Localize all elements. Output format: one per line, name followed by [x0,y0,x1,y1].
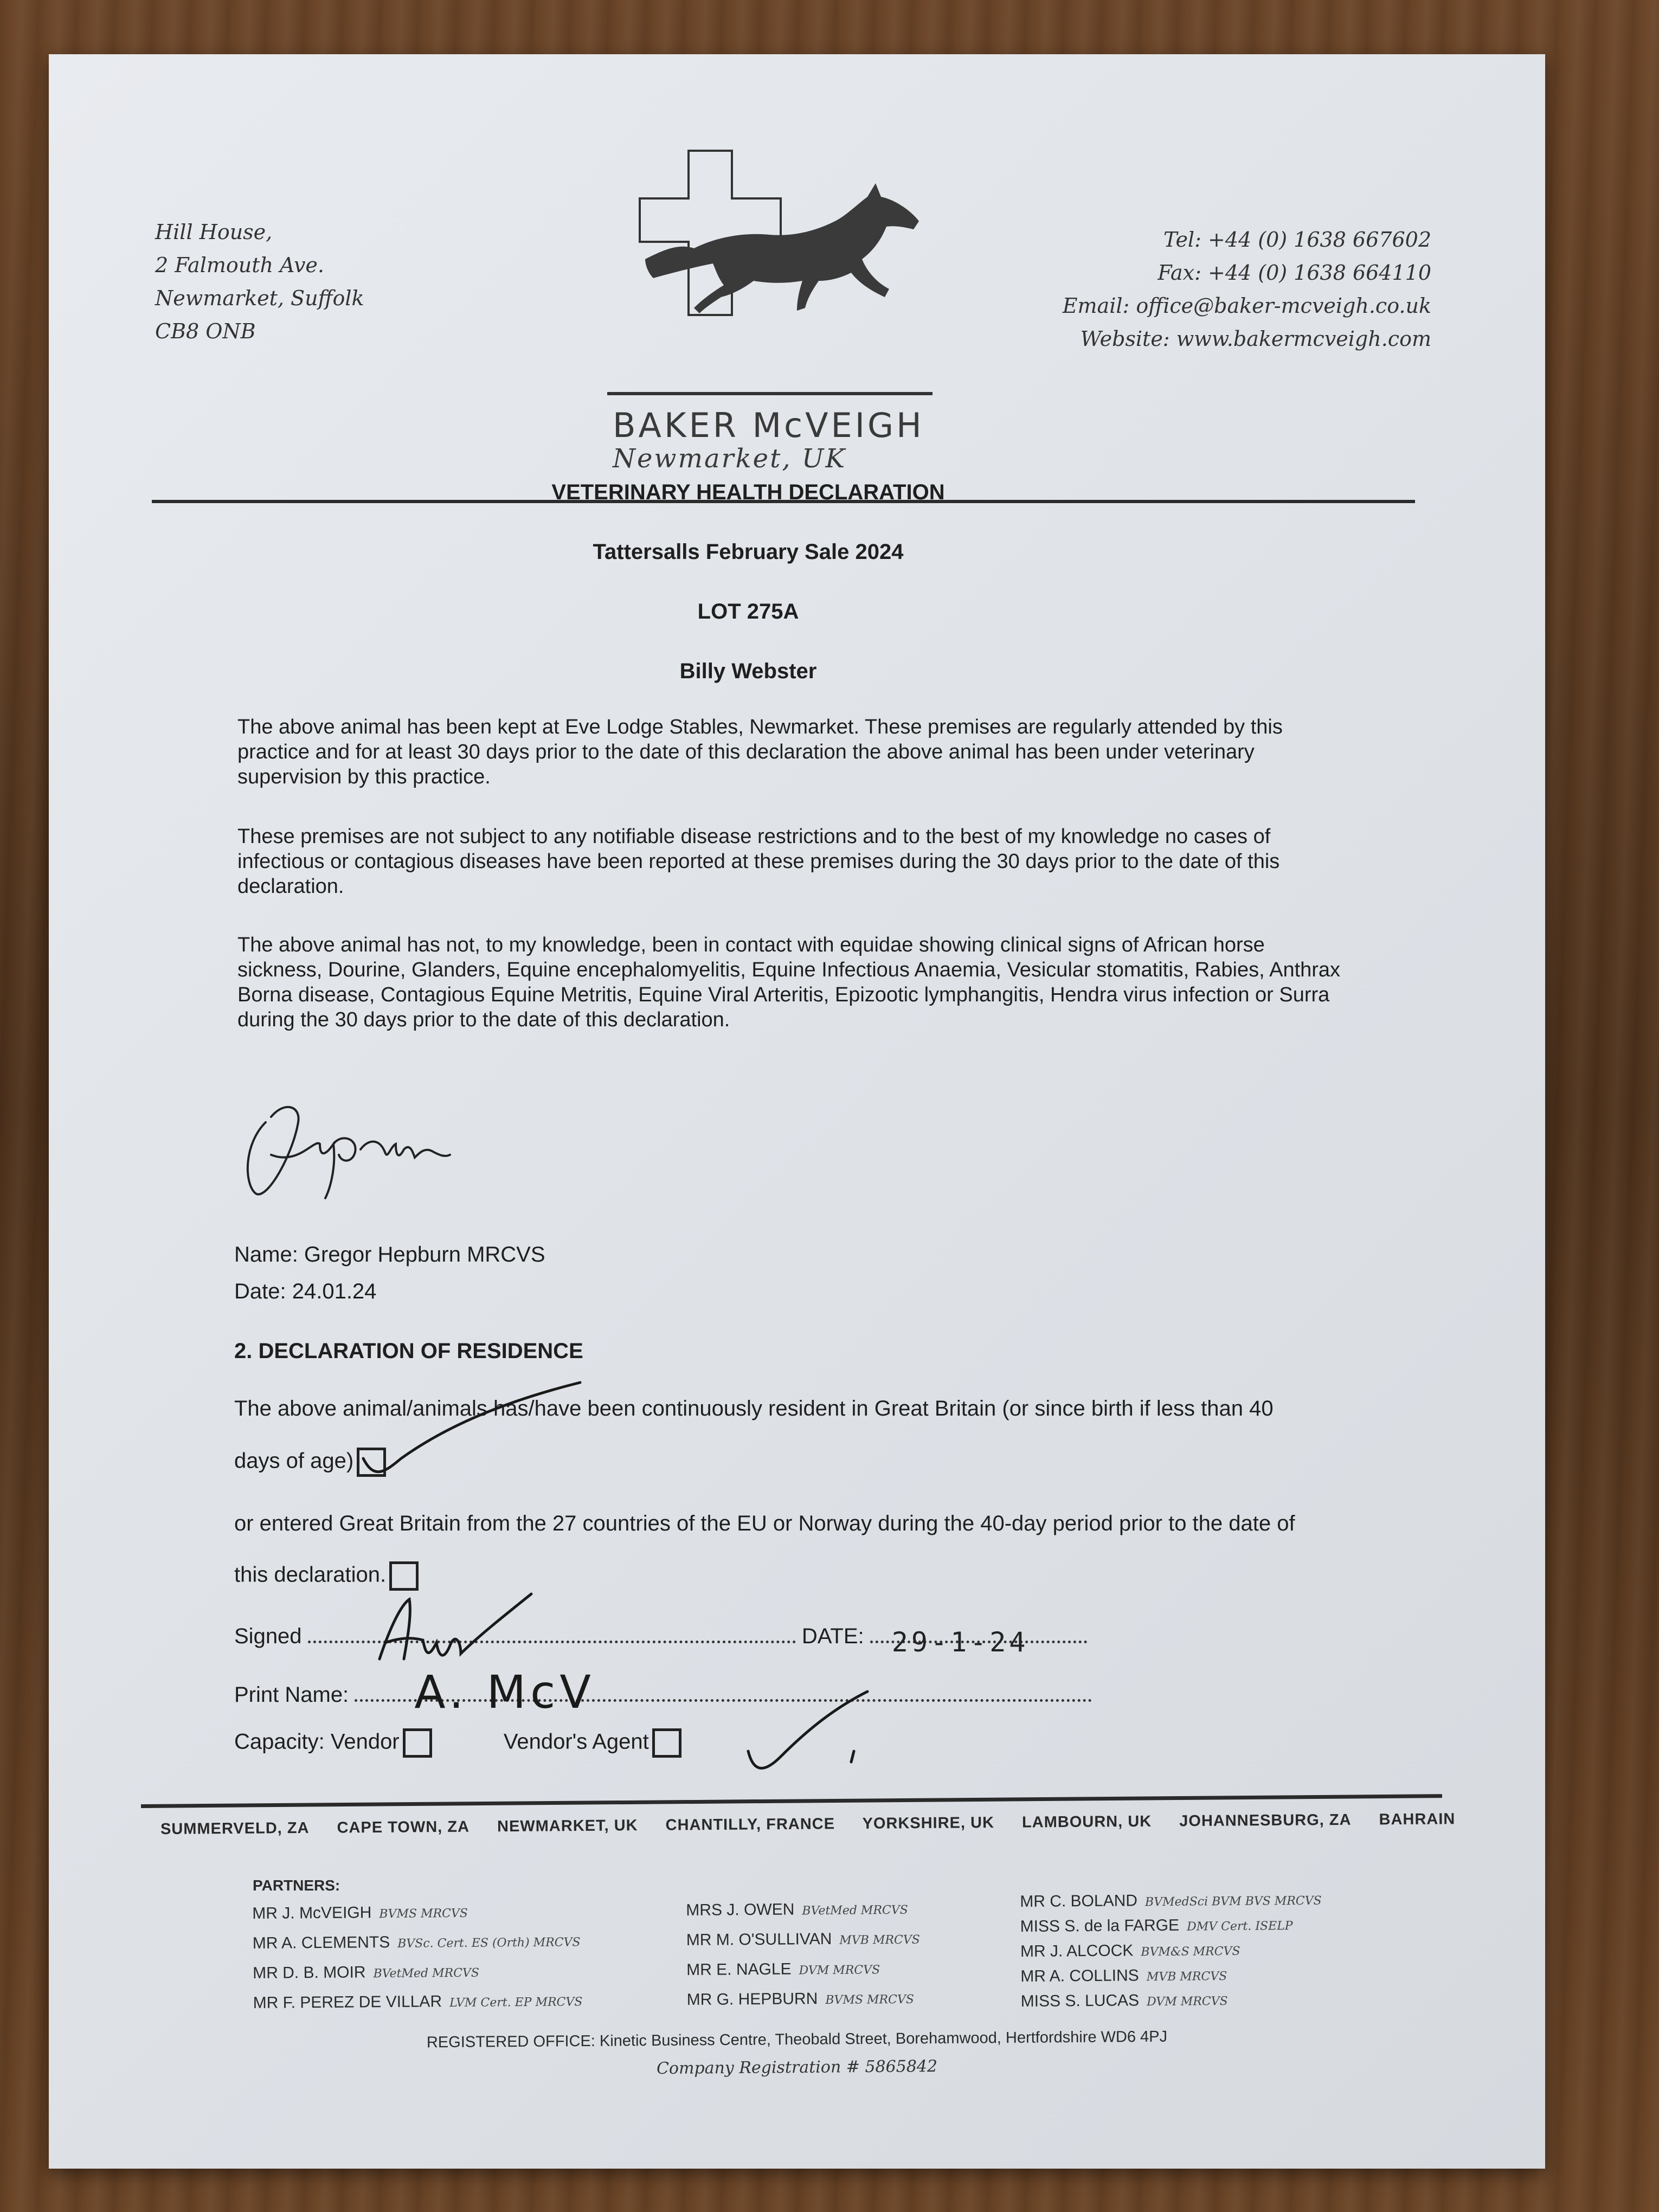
partner-qualification: DVM MRCVS [1147,1994,1228,2009]
partner-qualification: BVM&S MRCVS [1141,1944,1240,1959]
residence-option-1-label: days of age) [234,1449,354,1473]
declaration-title: VETERINARY HEALTH DECLARATION [551,480,945,504]
agent-label: Vendor's Agent [503,1729,649,1754]
partner-qualification: MVB MRCVS [1146,1970,1227,1984]
partner-name: MR A. COLLINS [1020,1966,1139,1985]
partner-name: MR M. O'SULLIVAN [686,1930,832,1950]
partner-qualification: BVSc. Cert. ES (Orth) MRCVS [397,1935,581,1951]
partner-entry [252,1897,582,1930]
partner-qualification: LVM Cert. EP MRCVS [449,1995,583,2010]
vet-name: Name: Gregor Hepburn MRCVS [234,1243,545,1266]
partner-qualification: BVMedSci BVM BVS MRCVS [1144,1894,1322,1909]
vet-signature [233,1057,515,1220]
footer-divider [141,1794,1442,1808]
location-item: NEWMARKET, UK [497,1817,638,1836]
date-line[interactable] [870,1626,1087,1658]
partner-name: MR J. ALCOCK [1020,1941,1134,1960]
partner-entry [686,1954,920,1986]
residence-option-2-line: or entered Great Britain from the 27 countries of the EU or Norway during the 40-day period prior to the date of [234,1512,1295,1535]
partner-entry [253,1957,582,1989]
practice-address [155,216,364,348]
registered-office: REGISTERED OFFICE: Kinetic Business Centre, Theobald Street, Borehamwood, Hertfordshire WD6 4PJ [426,2028,1168,2052]
signed-label: Signed [234,1624,302,1648]
partners-heading: PARTNERS: [253,1877,340,1894]
partner-entry [1020,1913,1322,1940]
contact-email: Email: office@baker-mcveigh.co.uk [1062,294,1431,318]
location-item: YORKSHIRE, UK [862,1814,995,1832]
partner-qualification: DMV Cert. ISELP [1186,1919,1293,1934]
capacity-row [234,1728,681,1758]
partner-qualification: DVM MRCVS [799,1963,880,1978]
partner-name: MISS S. LUCAS [1020,1991,1140,2010]
contact-website: Website: www.bakermcveigh.com [1080,327,1431,351]
partner-qualification: MVB MRCVS [839,1933,920,1947]
partner-entry [1020,1888,1322,1915]
location-item: LAMBOURN, UK [1021,1812,1152,1831]
print-name-label: Print Name: [234,1683,349,1707]
partners-column-3 [1020,1888,1322,2015]
declaration-paragraph-2: These premises are not subject to any notifiable disease restrictions and to the best of my knowledge no cases of infectious or contagious diseases have been reported at these premises during the 30 days prior to the date of this declaration. [237,825,1280,898]
partner-qualification: BVMS MRCVS [379,1906,468,1921]
residence-option-2-label: this declaration. [234,1562,387,1587]
address-line: Newmarket, Suffolk [155,286,364,310]
contact-telephone: Tel: +44 (0) 1638 667602 [1163,228,1431,252]
partner-name: MISS S. de la FARGE [1020,1916,1180,1936]
vet-date: Date: 24.01.24 [234,1279,377,1303]
partner-qualification: BVMS MRCVS [825,1992,914,2007]
declaration-paragraph-1: The above animal has been kept at Eve Lodge Stables, Newmarket. These premises are regularly attended by this practice and for at least 30 days prior to the date of this declaration the above animal has been under veterinary supervision by this practice. [237,716,1283,788]
location-item: SUMMERVELD, ZA [160,1819,310,1838]
residence-heading: 2. DECLARATION OF RESIDENCE [234,1339,583,1363]
partner-entry [686,1984,920,2016]
horse-name: Billy Webster [679,659,817,683]
partner-name: MR F. PEREZ DE VILLAR [253,1992,442,2012]
print-name-handwritten: A. McV [414,1666,595,1719]
partner-entry [253,1986,582,2019]
partner-name: MR J. McVEIGH [252,1904,372,1923]
partner-name: MRS J. OWEN [686,1900,795,1920]
contact-fax: Fax: +44 (0) 1638 664110 [1158,261,1431,285]
company-registration: Company Registration # 5865842 [656,2056,938,2079]
partner-name: MR C. BOLAND [1020,1892,1138,1911]
partner-name: MR A. CLEMENTS [252,1933,390,1953]
partner-name: MR E. NAGLE [686,1960,792,1979]
declaration-paragraph-3: The above animal has not, to my knowledge, been in contact with equidae showing clinical signs of African horse sickness, Dourine, Glanders, Equine encephalomyelitis, Equine Infectious Anaemia, Vesicular stomatitis, Rabies, Anthrax Borna disease, Contagious Equine Metritis, Equine Viral Arteritis, Epizootic lymphangitis, Hendra virus infection or Surra during the 30 days prior to the date of this declaration. [237,934,1341,1031]
partner-entry [1020,1938,1322,1965]
agent-checkmark [737,1681,878,1784]
capacity-label: Capacity: Vendor [234,1729,400,1754]
residence-option-1-line: The above animal/animals has/have been continuously resident in Great Britain (or since birth if less than 40 [234,1397,1274,1420]
vendor-agent-checkbox[interactable] [652,1728,681,1758]
location-item: BAHRAIN [1379,1810,1456,1829]
practice-contact [1063,223,1431,356]
resident-checkmark [352,1377,591,1486]
partners-column-1 [252,1897,582,2019]
vendor-checkbox[interactable] [403,1728,432,1758]
partner-entry [686,1925,920,1956]
partner-name: MR G. HEPBURN [686,1990,818,2009]
location-item: CHANTILLY, FRANCE [665,1815,835,1834]
address-line: CB8 ONB [155,319,256,343]
print-name-line[interactable] [355,1666,1092,1719]
partner-entry [1021,1988,1323,2015]
date-handwritten: 29-1-24 [891,1626,1029,1658]
location-item: JOHANNESBURG, ZA [1179,1811,1352,1830]
partner-entry [1020,1963,1322,1990]
address-line: 2 Falmouth Ave. [155,253,324,277]
address-line: Hill House, [155,220,273,244]
partner-entry [686,1895,919,1926]
print-name-row [234,1666,1092,1719]
partner-name: MR D. B. MOIR [253,1963,366,1982]
brand-location: Newmarket, UK [613,443,847,474]
document-page [49,54,1545,2169]
partner-qualification: BVetMed MRCVS [373,1966,480,1981]
date-label: DATE: [801,1624,864,1648]
vendor-signature [369,1583,553,1675]
location-item: CAPE TOWN, ZA [337,1818,470,1837]
lot-number: LOT 275A [697,600,799,623]
brand-name: BAKER McVEIGH [613,406,924,445]
office-locations [160,1810,1478,1838]
partner-qualification: BVetMed MRCVS [802,1903,908,1918]
partner-entry [253,1927,582,1959]
sale-name: Tattersalls February Sale 2024 [593,540,904,564]
partners-column-2 [686,1895,921,2016]
signed-row [234,1624,1087,1658]
